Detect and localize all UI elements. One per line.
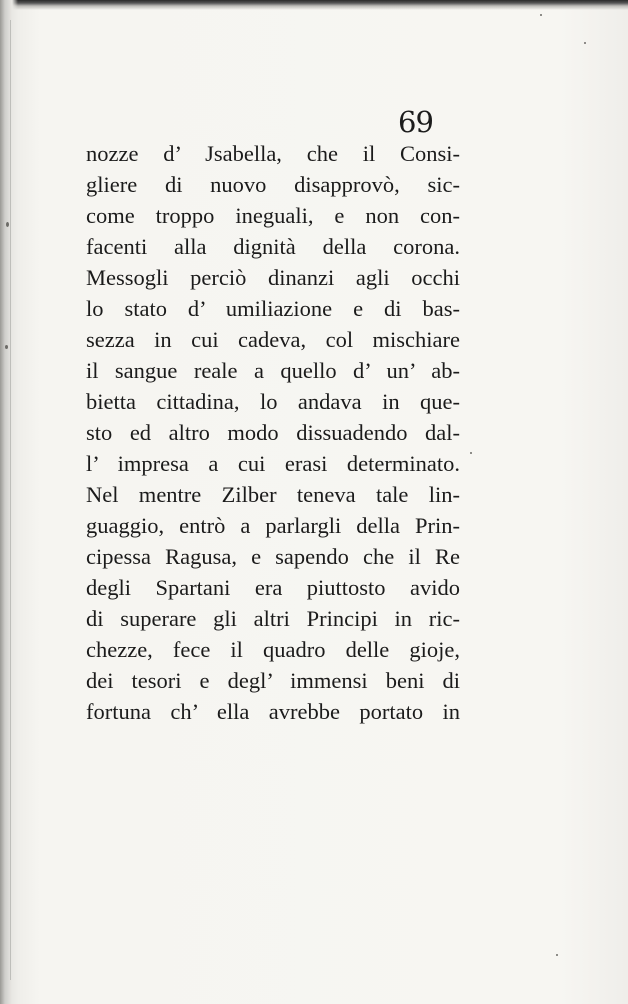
text-line: nozze d’ Jsabella, che il Consi- (86, 141, 460, 166)
text-line: lo stato d’ umiliazione e di bas- (86, 296, 460, 321)
text-line: cipessa Ragusa, e sapendo che il Re (86, 544, 460, 569)
text-line: guaggio, entrò a parlargli della Prin- (86, 513, 460, 538)
paper-speck (540, 14, 542, 16)
text-line: Nel mentre Zilber teneva tale lin- (86, 482, 460, 507)
text-line: sto ed altro modo dissuadendo dal- (86, 420, 460, 445)
paper-speck (556, 954, 558, 956)
text-line: il sangue reale a quello d’ un’ ab- (86, 358, 460, 383)
text-line: gliere di nuovo disapprovò, sic- (86, 172, 460, 197)
text-line: l’ impresa a cui erasi determinato. (86, 451, 460, 476)
page-binding-edge (0, 0, 18, 1004)
page-number: 69 (398, 105, 433, 139)
text-line: dei tesori e degl’ immensi beni di (86, 668, 460, 693)
text-line: facenti alla dignità della corona. (86, 234, 460, 259)
text-line: chezze, fece il quadro delle gioje, (86, 637, 460, 662)
paper-speck (6, 222, 9, 227)
text-line: degli Spartani era piuttosto avido (86, 575, 460, 600)
text-line: Messogli perciò dinanzi agli occhi (86, 265, 460, 290)
paper-speck (5, 345, 8, 349)
body-text (86, 138, 460, 727)
paper-speck (584, 42, 586, 44)
page-top-edge (0, 0, 628, 10)
text-line: bietta cittadina, lo andava in que- (86, 389, 460, 414)
text-line: fortuna ch’ ella avrebbe portato in (86, 699, 460, 724)
paper-speck (470, 452, 472, 454)
text-line: di superare gli altri Principi in ric- (86, 606, 460, 631)
text-line: sezza in cui cadeva, col mischiare (86, 327, 460, 352)
binding-shadow-line (10, 20, 11, 980)
text-line: come troppo ineguali, e non con- (86, 203, 460, 228)
